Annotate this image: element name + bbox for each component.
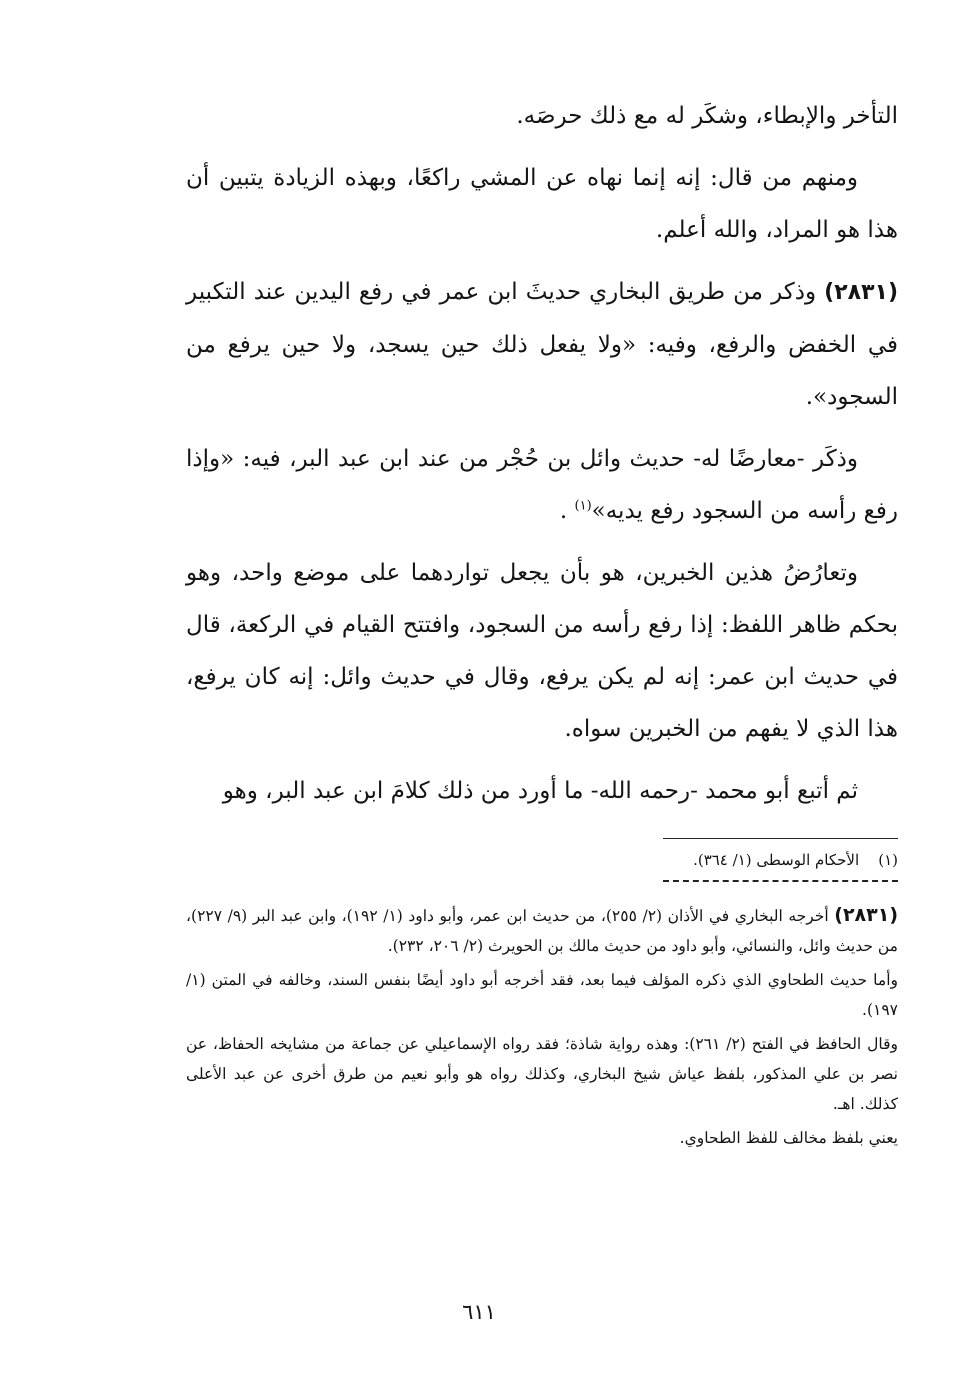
footnote-reference[interactable]: (١) [574, 498, 592, 514]
paragraph-3 [186, 266, 898, 423]
editor-notes [186, 900, 898, 1157]
paragraph-4 [186, 433, 898, 537]
notes-divider [663, 880, 898, 882]
paragraph-4-end: . [559, 498, 568, 524]
note-3: وقال الحافظ في الفتح (٢/ ٢٦١): وهذه رواية شاذة؛ فقد رواه الإسماعيلي عن جماعة من مشايخه الحفاظ، عن نصر بن علي المذكور، بلفظ عياش شيخ البخاري، وكذلك رواه هو وأبو نعيم من طرق أخرى عن عبد الأعلى كذلك. اهـ. [186, 1035, 898, 1113]
page-number: ٦١١ [462, 1300, 496, 1324]
note-1 [186, 900, 898, 961]
hadith-number: (٢٨٣١) [824, 280, 899, 305]
paragraph-5: وتعارُضُ هذين الخبرين، هو بأن يجعل تواردهما على موضع واحد، وهو بحكم ظاهر اللفظ: إذا رفع رأسه من السجود، وافتتح القيام في الركعة، قال في حديث ابن عمر: إنه لم يكن يرفع، وقال في حديث وائل: إنه كان يرفع، هذا الذي لا يفهم من الخبرين سواه. [186, 560, 898, 742]
footnote-text: الأحكام الوسطى (١/ ٣٦٤). [693, 851, 860, 869]
note-hadith-number: (٢٨٣١) [834, 904, 899, 926]
paragraph-2: ومنهم من قال: إنه إنما نهاه عن المشي راكعًا، وبهذه الزيادة يتبين أن هذا هو المراد، والله أعلم. [186, 165, 898, 243]
main-text [186, 90, 898, 827]
footnote-divider [663, 838, 898, 839]
paragraph-6: ثم أتبع أبو محمد -رحمه الله- ما أورد من ذلك كلامَ ابن عبد البر، وهو [222, 778, 858, 804]
footnote-marker: (١) [878, 851, 898, 869]
note-1-text: أخرجه البخاري في الأذان (٢/ ٢٥٥)، من حديث ابن عمر، وأبو داود (١/ ١٩٢)، وابن عبد البر (٩/ ٢٢٧)، من حديث وائل، والنسائي، وأبو داود من حديث مالك بن الحويرث (٢/ ٢٠٦، ٢٣٢). [186, 907, 898, 955]
paragraph-3-text: وذكر من طريق البخاري حديثَ ابن عمر في رفع اليدين عند التكبير في الخفض والرفع، وفيه: «ولا يفعل ذلك حين يسجد، ولا حين يرفع من السجود». [186, 279, 898, 410]
paragraph-1: التأخر والإبطاء، وشكَر له مع ذلك حرصَه. [516, 103, 898, 129]
note-2: وأما حديث الطحاوي الذي ذكره المؤلف فيما بعد، فقد أخرجه أبو داود أيضًا بنفس السند، وخالفه في المتن (١/ ١٩٧). [186, 971, 898, 1019]
paragraph-4-text: وذكَر -معارضًا له- حديث وائل بن حُجْر من عند ابن عبد البر، فيه: «وإذا رفع رأسه من السجود رفع يديه» [186, 446, 898, 524]
note-4: يعني بلفظ مخالف للفظ الطحاوي. [679, 1129, 898, 1147]
footnote-1 [186, 845, 898, 875]
